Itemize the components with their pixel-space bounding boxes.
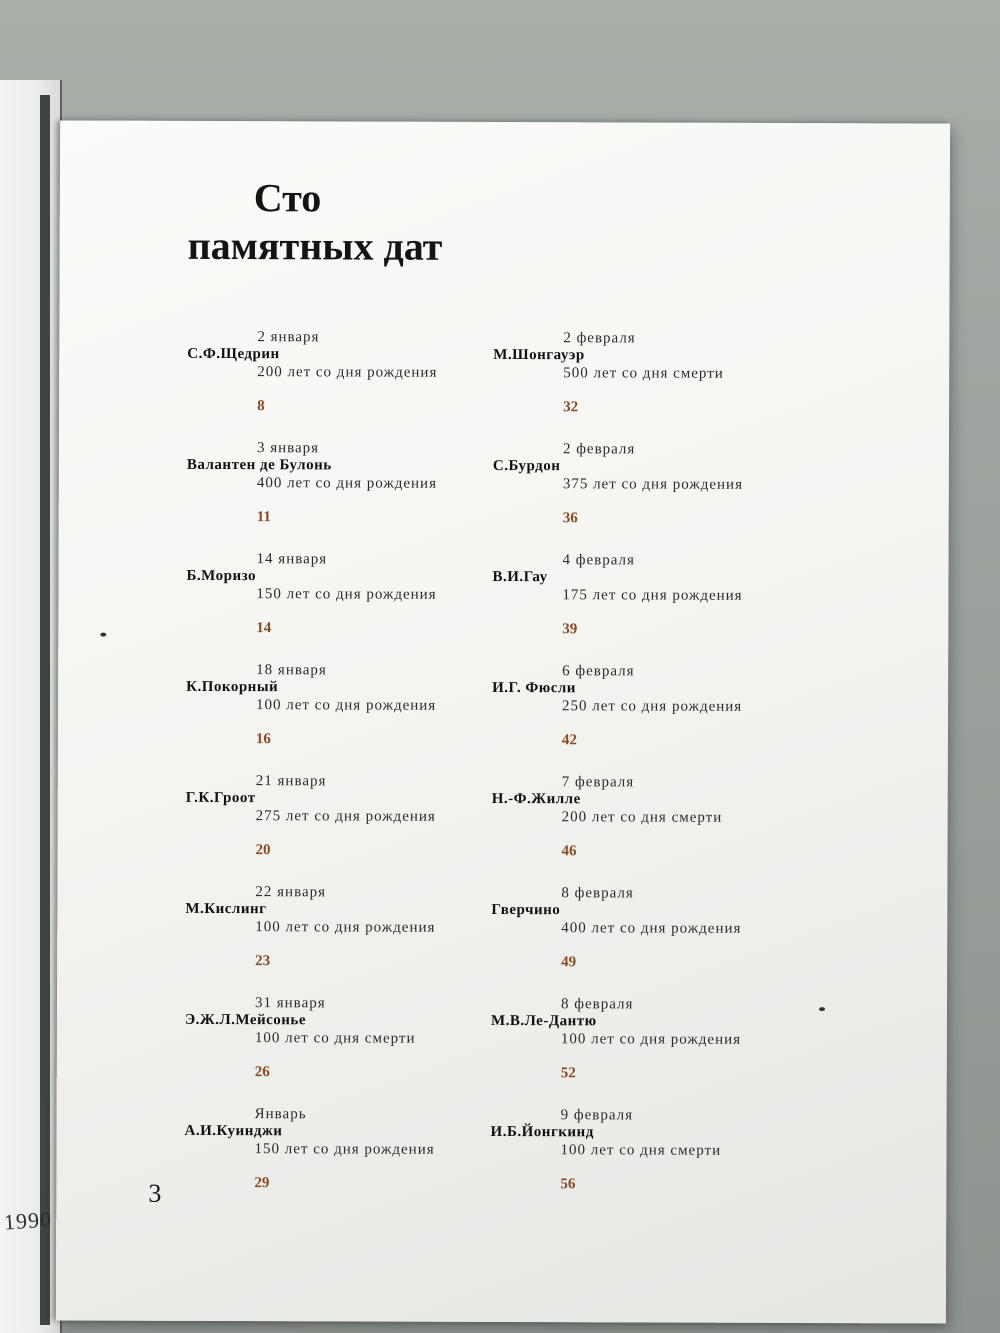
entry-name: Гверчино [491,901,561,919]
entry-anniversary: 500 лет со дня смерти [563,365,724,382]
list-item [187,440,507,552]
entry-name: С.Бурдон [492,457,561,475]
book-page [56,120,950,1323]
list-item [491,774,811,886]
entry-date: 21 января [255,773,327,790]
entry-date: 8 февраля [560,996,634,1013]
title-line-2: памятных дат [187,222,443,269]
entry-page-number: 32 [563,399,579,416]
entry-page-number: 26 [254,1064,270,1081]
left-column [184,329,507,1218]
page-title [188,176,443,273]
entry-name: И.Г. Фюсли [492,679,576,697]
entry-date: 8 февраля [561,885,634,902]
entry-date: 2 февраля [563,330,636,347]
entry-date: 7 февраля [561,774,635,791]
entry-name: К.Покорный [186,678,279,696]
entry-page-number: 39 [562,621,578,638]
list-item [185,995,505,1107]
entry-page-number: 16 [255,731,271,748]
entry-anniversary: 200 лет со дня смерти [561,809,723,826]
entry-page-number: 11 [256,509,271,526]
entry-anniversary: 100 лет со дня смерти [560,1142,722,1159]
entry-name: С.Ф.Щедрин [187,345,280,363]
spine-year: 1990 [3,1206,53,1235]
list-item [491,996,811,1108]
entry-date: 3 января [256,440,320,457]
entry-page-number: 20 [255,842,271,859]
entry-date: 14 января [256,551,328,568]
list-item [186,662,506,774]
entry-page-number: 42 [561,732,577,749]
entry-anniversary: 250 лет со дня рождения [562,698,743,715]
entry-page-number: 14 [256,620,272,637]
entry-anniversary: 200 лет со дня рождения [257,364,438,381]
entry-name: М.В.Ле-Дантю [490,1012,597,1030]
entry-date: 31 января [254,995,326,1012]
ink-smudge [100,633,106,637]
entry-name: М.Шонгауэр [493,346,585,364]
entry-date: 6 февраля [562,663,635,680]
entry-name: Э.Ж.Л.Мейсонье [184,1011,307,1029]
entry-page-number: 46 [561,843,577,860]
entry-date: 22 января [255,884,327,901]
title-line-1: Сто [253,175,322,221]
list-item [186,551,506,663]
ink-smudge [819,1007,825,1011]
entry-page-number: 8 [257,398,265,415]
entry-page-number: 23 [255,953,271,970]
page-number: 3 [148,1178,162,1208]
entry-anniversary: 150 лет со дня рождения [256,586,437,603]
entry-page-number: 29 [254,1175,270,1192]
list-item [184,1106,504,1218]
entry-name: М.Кислинг [185,900,267,918]
right-column [490,330,813,1219]
list-item [493,330,813,442]
entry-date: 18 января [256,662,327,679]
entry-anniversary: 150 лет со дня рождения [254,1141,435,1158]
entry-anniversary: 400 лет со дня рождения [256,475,438,492]
entry-page-number: 36 [562,510,578,527]
entry-date: 2 января [257,329,320,346]
entry-page-number: 49 [561,954,577,971]
entry-anniversary: 400 лет со дня рождения [561,920,742,937]
entry-page-number: 52 [560,1065,576,1082]
entry-name: А.И.Куинджи [184,1122,283,1140]
entry-anniversary: 100 лет со дня смерти [254,1030,416,1047]
entry-anniversary: 375 лет со дня рождения [562,476,744,493]
entry-date: 2 февраля [562,441,636,458]
entry-name: И.Б.Йонгкинд [490,1123,594,1141]
entry-name: Г.К.Гроот [185,789,256,807]
list-item [185,884,505,996]
spine-edge [40,95,50,1325]
list-item [492,552,812,664]
entry-date: 4 февраля [562,552,635,569]
entry-anniversary: 100 лет со дня рождения [560,1031,742,1048]
book-spine [0,80,62,1333]
entry-name: Валантен де Булонь [186,456,332,474]
entry-name: В.И.Гау [492,568,548,586]
entry-anniversary: 275 лет со дня рождения [255,808,436,825]
entry-anniversary: 100 лет со дня рождения [255,919,436,936]
list-item [185,773,505,885]
entry-anniversary: 175 лет со дня рождения [562,587,743,604]
list-item [491,885,811,997]
list-item [492,663,812,775]
list-item [493,441,813,553]
entry-name: Н.-Ф.Жилле [491,790,581,808]
list-item [187,329,507,441]
entry-date: Январь [254,1106,307,1123]
entry-date: 9 февраля [560,1107,634,1124]
list-item [490,1107,810,1219]
entry-name: Б.Моризо [186,567,257,585]
entry-anniversary: 100 лет со дня рождения [256,697,437,714]
entry-page-number: 56 [560,1176,576,1193]
